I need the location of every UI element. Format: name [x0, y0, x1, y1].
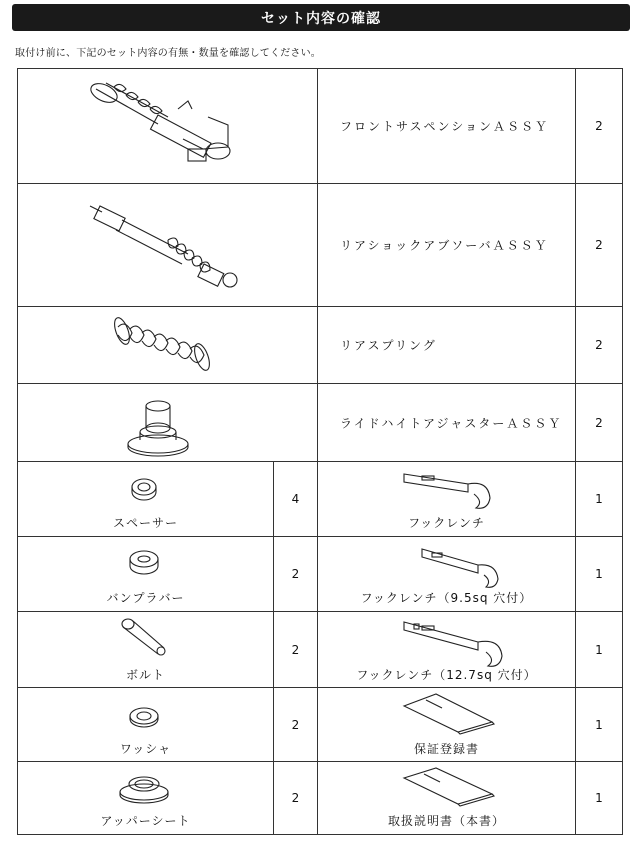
table-row-qty-cell — [576, 69, 622, 184]
table-row-qty-cell — [274, 762, 318, 834]
table-row-name-cell — [318, 69, 576, 184]
table-row-item-cell — [318, 462, 576, 537]
table-row-item-cell — [18, 688, 274, 762]
table-row-item-cell — [318, 612, 576, 688]
item-name: スペーサー — [112, 516, 178, 530]
item-qty: 2 — [595, 119, 603, 133]
item-name: フックレンチ（9.5sq 穴付） — [360, 591, 533, 605]
item-name: アッパーシート — [100, 814, 191, 828]
item-qty: 2 — [595, 338, 603, 352]
table-row-image-cell — [18, 307, 318, 384]
item-qty: 2 — [291, 642, 300, 657]
table-row-image-cell — [18, 69, 318, 184]
item-name: 取扱説明書（本書） — [387, 814, 505, 828]
table-row-item-cell — [18, 762, 274, 834]
item-qty: 1 — [595, 642, 603, 657]
table-row-qty-cell — [576, 384, 622, 462]
rear-spring-icon — [18, 307, 318, 384]
table-row-qty-cell — [576, 688, 622, 762]
table-row-name-cell — [318, 384, 576, 462]
table-row-qty-cell — [576, 307, 622, 384]
table-row-qty-cell — [274, 462, 318, 537]
table-row-qty-cell — [576, 184, 622, 307]
item-name: フックレンチ — [408, 516, 485, 530]
item-qty: 1 — [595, 567, 603, 581]
item-qty: 1 — [595, 791, 603, 805]
item-qty: 2 — [291, 717, 300, 732]
intro-text: 取付け前に、下記のセット内容の有無・数量を確認してください。 — [15, 48, 321, 59]
section-title: セット内容の確認 — [261, 10, 381, 27]
table-row-item-cell — [18, 537, 274, 612]
table-row-qty-cell — [274, 688, 318, 762]
contents-table — [17, 68, 623, 835]
item-qty: 1 — [595, 492, 603, 506]
item-name: ライドハイトアジャスターＡＳＳＹ — [340, 416, 563, 430]
item-name: リアスプリング — [340, 338, 437, 353]
rear-shock-absorber-icon — [18, 184, 318, 307]
table-row-qty-cell — [274, 537, 318, 612]
table-row-qty-cell — [274, 612, 318, 688]
item-qty: 2 — [291, 567, 300, 581]
item-qty: 2 — [595, 415, 603, 430]
item-name: バンプラバー — [106, 591, 185, 605]
item-name: フロントサスペンションＡＳＳＹ — [340, 119, 549, 134]
item-name: リアショックアブソーバＡＳＳＹ — [340, 238, 549, 253]
item-name: ボルト — [125, 668, 165, 682]
section-header — [12, 4, 630, 31]
table-row-item-cell — [318, 537, 576, 612]
table-row-qty-cell — [576, 462, 622, 537]
item-qty: 4 — [291, 492, 300, 506]
table-row-image-cell — [18, 384, 318, 462]
table-row-item-cell — [318, 762, 576, 834]
table-row-item-cell — [18, 462, 274, 537]
item-qty: 2 — [595, 238, 603, 252]
item-name: フックレンチ（12.7sq 穴付） — [356, 668, 537, 682]
item-name: 保証登録書 — [413, 742, 479, 756]
table-row-qty-cell — [576, 762, 622, 834]
table-row-name-cell — [318, 307, 576, 384]
table-row-item-cell — [18, 612, 274, 688]
ride-height-adjuster-icon — [18, 384, 318, 462]
item-qty: 1 — [595, 717, 603, 732]
table-row-qty-cell — [576, 612, 622, 688]
table-row-qty-cell — [576, 537, 622, 612]
front-suspension-icon — [18, 69, 318, 184]
table-row-item-cell — [318, 688, 576, 762]
item-name: ワッシャ — [119, 742, 172, 756]
item-qty: 2 — [291, 791, 300, 805]
table-row-image-cell — [18, 184, 318, 307]
table-row-name-cell — [318, 184, 576, 307]
